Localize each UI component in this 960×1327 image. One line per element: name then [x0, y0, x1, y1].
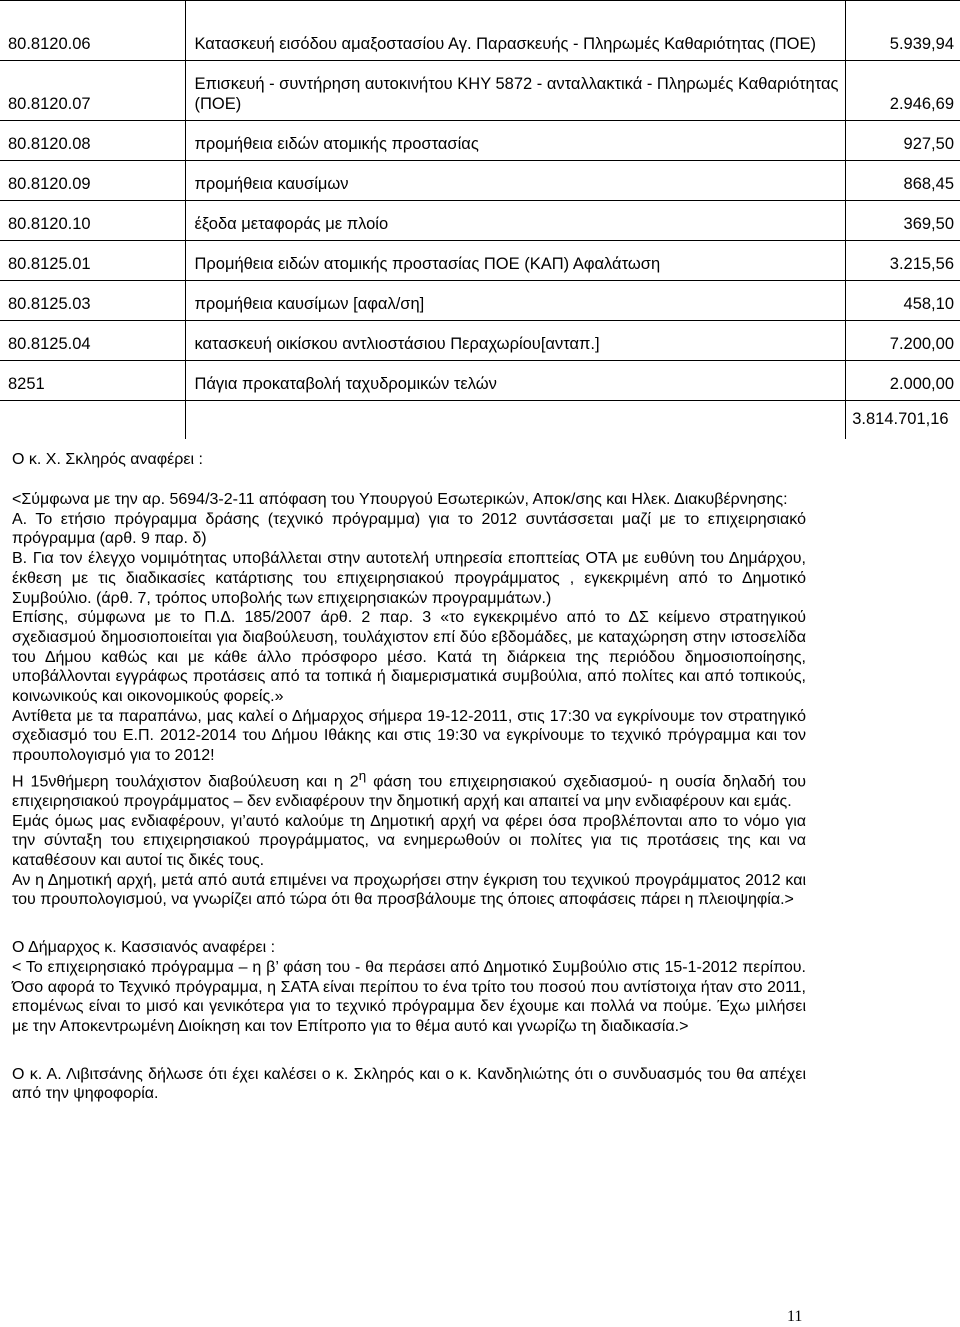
- table-row: [0, 61, 960, 121]
- phase-text-after: φάση του επιχειρησιακού σχεδιασμού- η ουσία δηλαδή του επιχειρησιακού προγράμματος – δεν ενδιαφέρουν την δημοτική αρχή και απαιτεί να μην ενδιαφέρουν και εμάς.: [12, 773, 806, 810]
- row-code: 80.8125.03: [0, 281, 186, 321]
- row-amount: 2.946,69: [846, 61, 960, 121]
- table-total: 3.814.701,16: [852, 410, 949, 428]
- page-number: 11: [787, 1308, 803, 1325]
- row-code: 80.8120.09: [0, 161, 186, 201]
- row-code: 80.8120.08: [0, 121, 186, 161]
- row-amount: 5.939,94: [846, 1, 960, 61]
- row-code: 80.8125.04: [0, 321, 186, 361]
- row-amount: 7.200,00: [846, 321, 960, 361]
- paragraph: Αντίθετα με τα παραπάνω, μας καλεί ο Δήμαρχος σήμερα 19-12-2011, στις 17:30 να εγκρίνουμε τον στρατηγικό σχεδιασμό του Ε.Π. 2012-2014 του Δήμου Ιθάκης και στις 19:30 να εγκρίνουμε το τεχνικό πρόγραμμα και τον προυπολογισμό για το 2012!: [12, 707, 806, 765]
- row-code: 80.8125.01: [0, 241, 186, 281]
- table-row: [0, 281, 960, 321]
- row-amount: 369,50: [846, 201, 960, 241]
- table-row: [0, 121, 960, 161]
- table-row: [0, 241, 960, 281]
- row-description: Προμήθεια ειδών ατομικής προστασίας ΠΟΕ (ΚΑΠ) Αφαλάτωση: [186, 241, 846, 281]
- row-amount: 927,50: [846, 121, 960, 161]
- row-amount: 868,45: [846, 161, 960, 201]
- paragraph: < Το επιχειρησιακό πρόγραμμα – η β’ φάση του - θα περάσει από Δημοτικό Συμβούλιο στις 15-1-2012 περίπου. Όσο αφορά το Τεχνικό πρόγραμμα, η ΣΑΤΑ είναι περίπου το ένα τρίτο του ποσού που αντίστοιχα ήταν στο 2011, επομένως είναι το μισό και γενικότερα για το τεχνικό πρόγραμμα δεν έχουμε και πολλά να πούμε. Έχω μιλήσει με την Αποκεντρωμένη Διοίκηση και τον Επίτροπο για το θέμα αυτό και γνωρίζω τη διαδικασία.>: [12, 958, 806, 1035]
- row-description: κατασκευή οικίσκου αντλιοστάσιου Περαχωρίου[ανταπ.]: [186, 321, 846, 361]
- paragraph-phase: [12, 766, 806, 812]
- phase-superscript: η: [358, 767, 367, 783]
- paragraph: Β. Για τον έλεγχο νομιμότητας υποβάλλεται στην αυτοτελή υπηρεσία εποπτείας ΟΤΑ με ευθύνη του Δημάρχου, έκθεση με τις διαδικασίες κατάρτισης του επιχειρησιακού προγράμματος , εγκεκριμένη από το Δημοτικό Συμβούλιο. (άρθ. 7, τρόπος υποβολής των επιχειρησιακών προγραμμάτων.): [12, 550, 806, 607]
- row-amount: 2.000,00: [846, 361, 960, 401]
- table-row: [0, 1, 960, 61]
- row-description: προμήθεια καυσίμων: [186, 161, 846, 201]
- row-code: 80.8120.07: [0, 61, 186, 121]
- paragraph: <Σύμφωνα με την αρ. 5694/3-2-11 απόφαση του Υπουργού Εσωτερικών, Αποκ/σης και Ηλεκ. Διακυβέρνησης:: [12, 491, 788, 508]
- row-description: Κατασκευή εισόδου αμαξοστασίου Αγ. Παρασκευής - Πληρωμές Καθαριότητας (ΠΟΕ): [186, 1, 846, 61]
- row-description: Πάγια προκαταβολή ταχυδρομικών τελών: [186, 361, 846, 401]
- paragraph: Α. Το ετήσιο πρόγραμμα δράσης (τεχνικό πρόγραμμα) για το 2012 συντάσσεται μαζί με το επιχειρησιακό πρόγραμμα (αρθ. 9 παρ. δ): [12, 510, 806, 548]
- table-row: [0, 161, 960, 201]
- row-description: προμήθεια καυσίμων [αφαλ/ση]: [186, 281, 846, 321]
- row-description: Επισκευή - συντήρηση αυτοκινήτου ΚΗΥ 5872 - ανταλλακτικά - Πληρωμές Καθαριότητας (ΠΟΕ): [186, 61, 846, 121]
- row-amount: 458,10: [846, 281, 960, 321]
- table-total-row: [0, 401, 960, 439]
- table-row: [0, 321, 960, 361]
- table-row: [0, 201, 960, 241]
- paragraph: Ο κ. Α. Λιβιτσάνης δήλωσε ότι έχει καλέσει ο κ. Σκληρός και ο κ. Κανδηλιώτης ότι ο συνδυασμός του θα απέχει από την ψηφοφορία.: [12, 1065, 806, 1103]
- speaker-line: Ο κ. Χ. Σκληρός αναφέρει :: [12, 451, 203, 468]
- budget-table: [0, 0, 960, 439]
- row-code: 80.8120.10: [0, 201, 186, 241]
- paragraph: Επίσης, σύμφωνα με το Π.Δ. 185/2007 άρθ. 2 παρ. 3 «το εγκεκριμένο από το ΔΣ κείμενο στρατηγικού σχεδιασμού δημοσιοποιείται για διαβούλευση, τουλάχιστον επί δύο εβδομάδες, με καταχώρηση στην ιστοσελίδα του Δήμου καθώς και με κάθε άλλο πρόσφορο μέσο. Κατά τη διάρκεια της περιόδου δημοσιοποίησης, υποβάλλονται εγγράφως προτάσεις από τα τοπικά ή διαμερισματικά συμβούλια, από πολίτες και από τοπικούς, κοινωνικούς και οικονομικούς φορείς.»: [12, 609, 806, 706]
- phase-text-before: Η 15νθήμερη τουλάχιστον διαβούλευση και η 2: [12, 773, 359, 791]
- row-code: 8251: [0, 361, 186, 401]
- paragraph: Εμάς όμως μας ενδιαφέρουν, γι’αυτό καλούμε τη Δημοτική αρχή να φέρει όσα προβλέπονται απο το νόμο για την σύνταξη του επιχειρησιακού προγράμματος, να ενημερωθούν οι πολίτες για τις προτάσεις της και να καταθέσουν και αυτοί τις δικές τους.: [12, 812, 806, 869]
- row-description: προμήθεια ειδών ατομικής προστασίας: [186, 121, 846, 161]
- row-code: 80.8120.06: [0, 1, 186, 61]
- table-row: [0, 361, 960, 401]
- row-description: έξοδα μεταφοράς με πλοίο: [186, 201, 846, 241]
- row-amount: 3.215,56: [846, 241, 960, 281]
- paragraph-speaker: Ο Δήμαρχος κ. Κασσιανός αναφέρει :: [12, 939, 276, 957]
- body-text: [12, 490, 806, 1104]
- paragraph: Αν η Δημοτική αρχή, μετά από αυτά επιμένει να προχωρήσει στην έγκριση του τεχνικού προγράμματος 2012 και του προυπολογισμού, να γνωρίζει από τώρα ότι θα προσβάλουμε της όποιες αποφάσεις πάρει η πλειοψηφία.>: [12, 871, 806, 909]
